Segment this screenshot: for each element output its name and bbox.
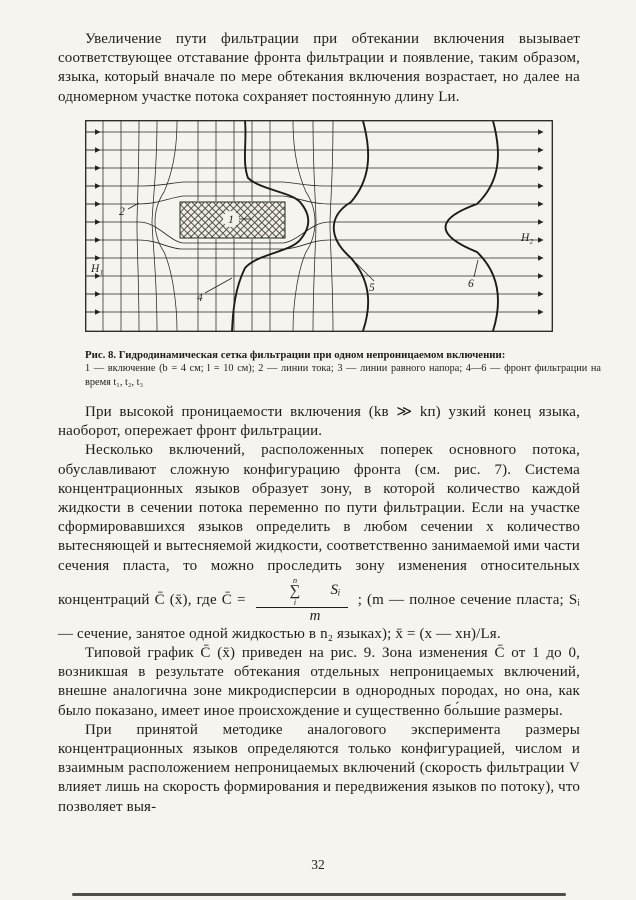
page-number: 32 bbox=[311, 857, 325, 872]
paragraph-typical-graph: Типовой график C̄ (x̄) приведен на рис. 9. Зона изменения C̄ от 1 до 0, возникшая в результате обтекания отдельных непроницаемых включений, внешне аналогична зоне микродисперсии в однородных породах, но она, как было показано, имеет иное происхождение и существенно бо́льшие размеры. bbox=[58, 645, 580, 719]
paragraph-concentration-text-before: Несколько включений, расположенных поперек основного потока, обуславливают сложную конфигурацию фронта (см. рис. 7). Система концентрационных языков образует зону, в которой количество каждой жидкости в сечении потока переменно по пути фильтрации. Если на участке сформировавшихся языков определить в любом сечении x количество вытесняющей и вытесняемой жидкости, соответственно занимаемой ими части сечения пласта, то можно проследить зону изменения относительных концентраций C̄ (x̄), где C̄ = bbox=[58, 442, 580, 608]
paragraph-intro: Увеличение пути фильтрации при обтекании включения вызывает соответствующее отставание фронта фильтрации и появление, таким образом, языка, который вначале по мере обтекания включения возрастает, но далее на одномерном участке потока сохраняет постоянную длину Lи. bbox=[58, 31, 580, 105]
formula-numerator bbox=[256, 576, 348, 608]
figure-caption bbox=[85, 348, 601, 390]
sigma-icon: ∑ bbox=[289, 582, 301, 599]
scan-edge-artifact bbox=[72, 893, 566, 896]
label-front-t1: 4 bbox=[197, 291, 203, 304]
formula-denominator: m bbox=[309, 608, 321, 625]
label-head-left: H₁ bbox=[91, 262, 104, 275]
formula-summand: Sᵢ bbox=[330, 582, 341, 599]
figure-8 bbox=[85, 120, 601, 390]
paragraph-method: При принятой методике аналогового эксперимента размеры концентрационных языков определяются только конфигурацией, числом и взаимным расположением непроницаемых включений (скорость фильтрации V влияет лишь на скорость формирования и передвижения языков по потоку), что позволяет выя- bbox=[58, 721, 580, 815]
formula-concentration bbox=[256, 576, 348, 625]
label-head-right: H₂ bbox=[521, 231, 534, 244]
figure-8-diagram bbox=[85, 120, 553, 332]
paragraph-concentration bbox=[58, 441, 580, 644]
figure-caption-title: Рис. 8. Гидродинамическая сетка фильтрации при одном непроницаемом включении: bbox=[85, 348, 506, 361]
sum-upper-limit: n bbox=[292, 574, 298, 585]
sum-symbol bbox=[263, 576, 301, 606]
label-inclusion: 1 bbox=[228, 213, 234, 226]
label-streamline: 2 bbox=[119, 205, 125, 218]
paragraph-permeability: При высокой проницаемости включения (kв ≫ kп) узкий конец языка, наоборот, опережает фронт фильтрации. bbox=[58, 404, 580, 440]
label-front-t3: 6 bbox=[468, 277, 474, 290]
label-front-t2: 5 bbox=[369, 281, 375, 294]
sum-lower-limit: i bbox=[293, 597, 297, 608]
figure-caption-body: 1 — включение (b = 4 см; l = 10 см); 2 — линии тока; 3 — линии равного напора; 4—6 — фронт фильтрации на время t₁, t₂, t₃ bbox=[85, 363, 601, 389]
paragraph-concentration-text-after: ; (m — полное сечение пласта; Sᵢ — сечение, занятое одной жидкостью в n₂ языках); x̄ = (x — xн)/Lя. bbox=[58, 591, 580, 642]
